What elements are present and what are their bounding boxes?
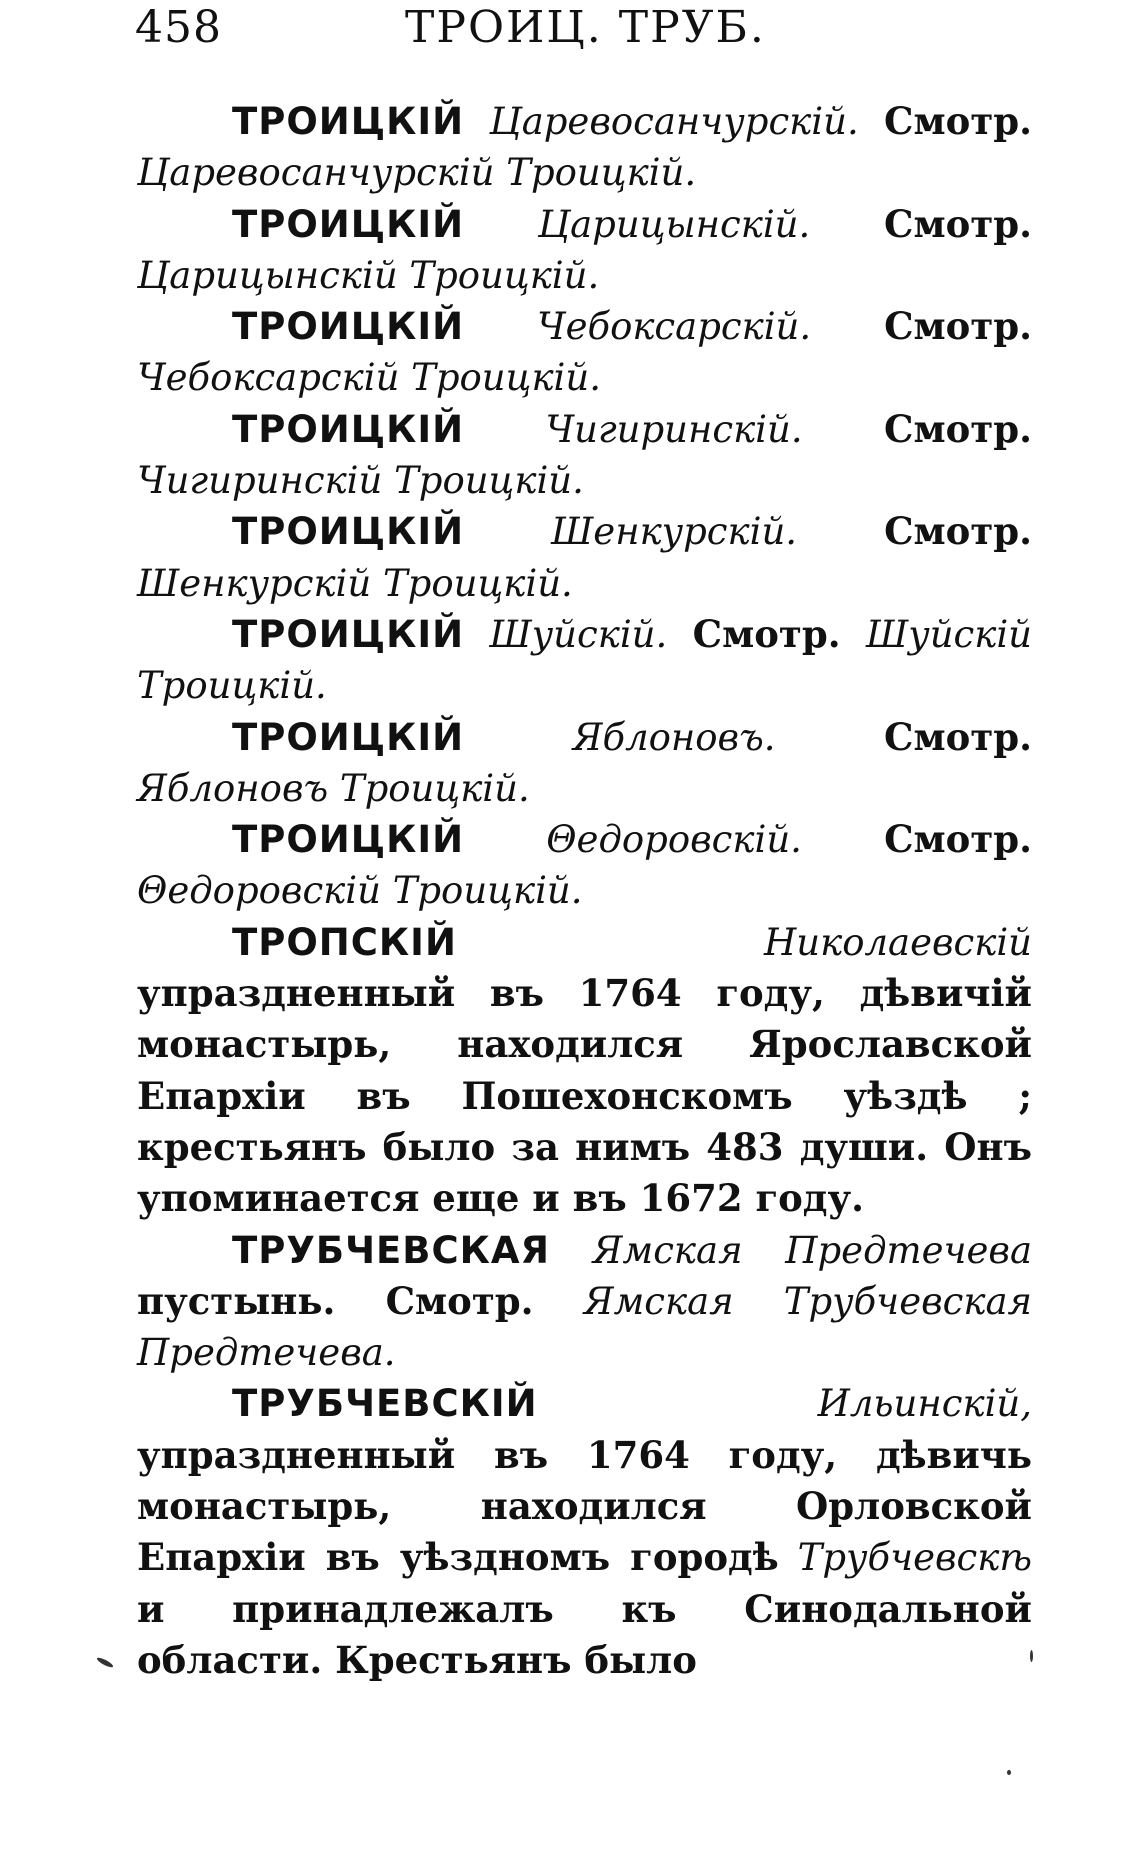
cross-reference-target: Θедоровскій Троицкій.	[137, 869, 583, 913]
ink-speck	[1030, 1650, 1033, 1662]
entry-qualifier: Чигиринскій.	[545, 407, 803, 451]
entry-description: упраздненный въ 1764 году, дѣвичь монастырь, находился Орловской Епархіи въ уѣздномъ городѣ	[137, 1432, 1032, 1580]
entry-trubchevskaya-yamskaya	[137, 1225, 1032, 1379]
ink-speck	[1007, 1770, 1011, 1775]
headword: ТРОИЦКІЙ	[232, 407, 465, 451]
entry-qualifier: Яблоновъ.	[572, 715, 776, 759]
cross-reference-target: Ямская Трубчевская Предтечева.	[137, 1279, 1033, 1375]
headword: ТРОИЦКІЙ	[232, 510, 465, 554]
cross-reference-target: Чебоксарскій Троицкій.	[137, 356, 601, 400]
headword: ТРУБЧЕВСКІЙ	[232, 1382, 538, 1426]
headword: ТРОИЦКІЙ	[232, 202, 465, 246]
see-reference: Смотр.	[884, 406, 1032, 451]
entry-qualifier: Θедоровскій.	[546, 818, 802, 862]
cross-reference-target: Чигиринскій Троицкій.	[137, 459, 584, 503]
entry-troitsky-cheboksarsky	[137, 301, 1032, 404]
see-reference: Смотр.	[692, 611, 841, 656]
entry-trubchevsky-ilyinsky	[137, 1378, 1032, 1686]
cross-reference-target: Шенкурскій Троицкій.	[137, 561, 573, 605]
headword: ТРОИЦКІЙ	[232, 818, 465, 862]
entry-description: пустынь.	[137, 1278, 336, 1323]
running-head: ТРОИЦ. ТРУБ.	[405, 2, 766, 53]
entry-qualifier: Царевосанчурскій.	[489, 100, 859, 143]
entry-description-continued: и принадлежалъ къ Синодальной области. Крестьянъ было	[137, 1586, 1032, 1682]
see-reference: Смотр.	[884, 714, 1032, 759]
entry-troitsky-shenkursky	[137, 506, 1032, 609]
headword: ТРОИЦКІЙ	[232, 305, 465, 349]
entry-description: упраздненный въ 1764 году, дѣвичій монастырь, находился Ярославской Епархіи въ Пошехонскомъ уѣздѣ ; крестьянъ было за нимъ 483 души. Онъ упоминается еще и въ 1672 году.	[137, 971, 1032, 1221]
headword: ТРУБЧЕВСКАЯ	[232, 1228, 550, 1272]
entry-troitsky-fedorovsky	[137, 814, 1032, 917]
entry-qualifier: Шенкурскій.	[551, 510, 798, 554]
entry-qualifier: Шуйскій.	[489, 612, 668, 656]
entry-troitsky-yablonov	[137, 712, 1032, 815]
town-name: Трубчевскѣ	[797, 1536, 1032, 1580]
entry-troitsky-tsarevosanchursky	[137, 96, 1032, 199]
cross-reference-target: Царицынскій Троицкій.	[137, 253, 600, 297]
cross-reference-target: Яблоновъ Троицкій.	[137, 766, 530, 810]
see-reference: Смотр.	[884, 99, 1032, 143]
cross-reference-target: Царевосанчурскій Троицкій.	[137, 151, 697, 195]
ink-speck	[96, 1656, 114, 1669]
entry-qualifier: Николаевскій	[764, 920, 1032, 964]
page-header	[135, 2, 1035, 72]
see-reference: Смотр.	[884, 509, 1033, 554]
headword: ТРОПСКІЙ	[232, 920, 457, 964]
headword: ТРОИЦКІЙ	[232, 612, 465, 656]
see-reference: Смотр.	[884, 304, 1033, 349]
entry-troitsky-shuysky	[137, 609, 1032, 712]
cross-reference-target: Шуйскій Троицкій.	[137, 612, 1033, 708]
entry-troitsky-tsaritsynsky	[137, 199, 1032, 302]
entry-qualifier: Ильинскій,	[817, 1382, 1032, 1426]
dictionary-text	[137, 96, 1032, 1686]
see-reference: Смотр.	[884, 201, 1032, 246]
see-reference: Смотр.	[884, 817, 1033, 862]
headword: ТРОИЦКІЙ	[232, 715, 465, 759]
see-reference: Смотр.	[385, 1278, 534, 1323]
entry-qualifier: Ямская Предтечева	[592, 1228, 1033, 1272]
entry-qualifier: Чебоксарскій.	[536, 305, 812, 349]
entry-qualifier: Царицынскій.	[537, 202, 811, 246]
entry-troitsky-chigirinsky	[137, 404, 1032, 507]
headword: ТРОИЦКІЙ	[232, 100, 465, 143]
page-number: 458	[135, 2, 222, 53]
entry-tropsky-nikolaevsky	[137, 917, 1032, 1225]
